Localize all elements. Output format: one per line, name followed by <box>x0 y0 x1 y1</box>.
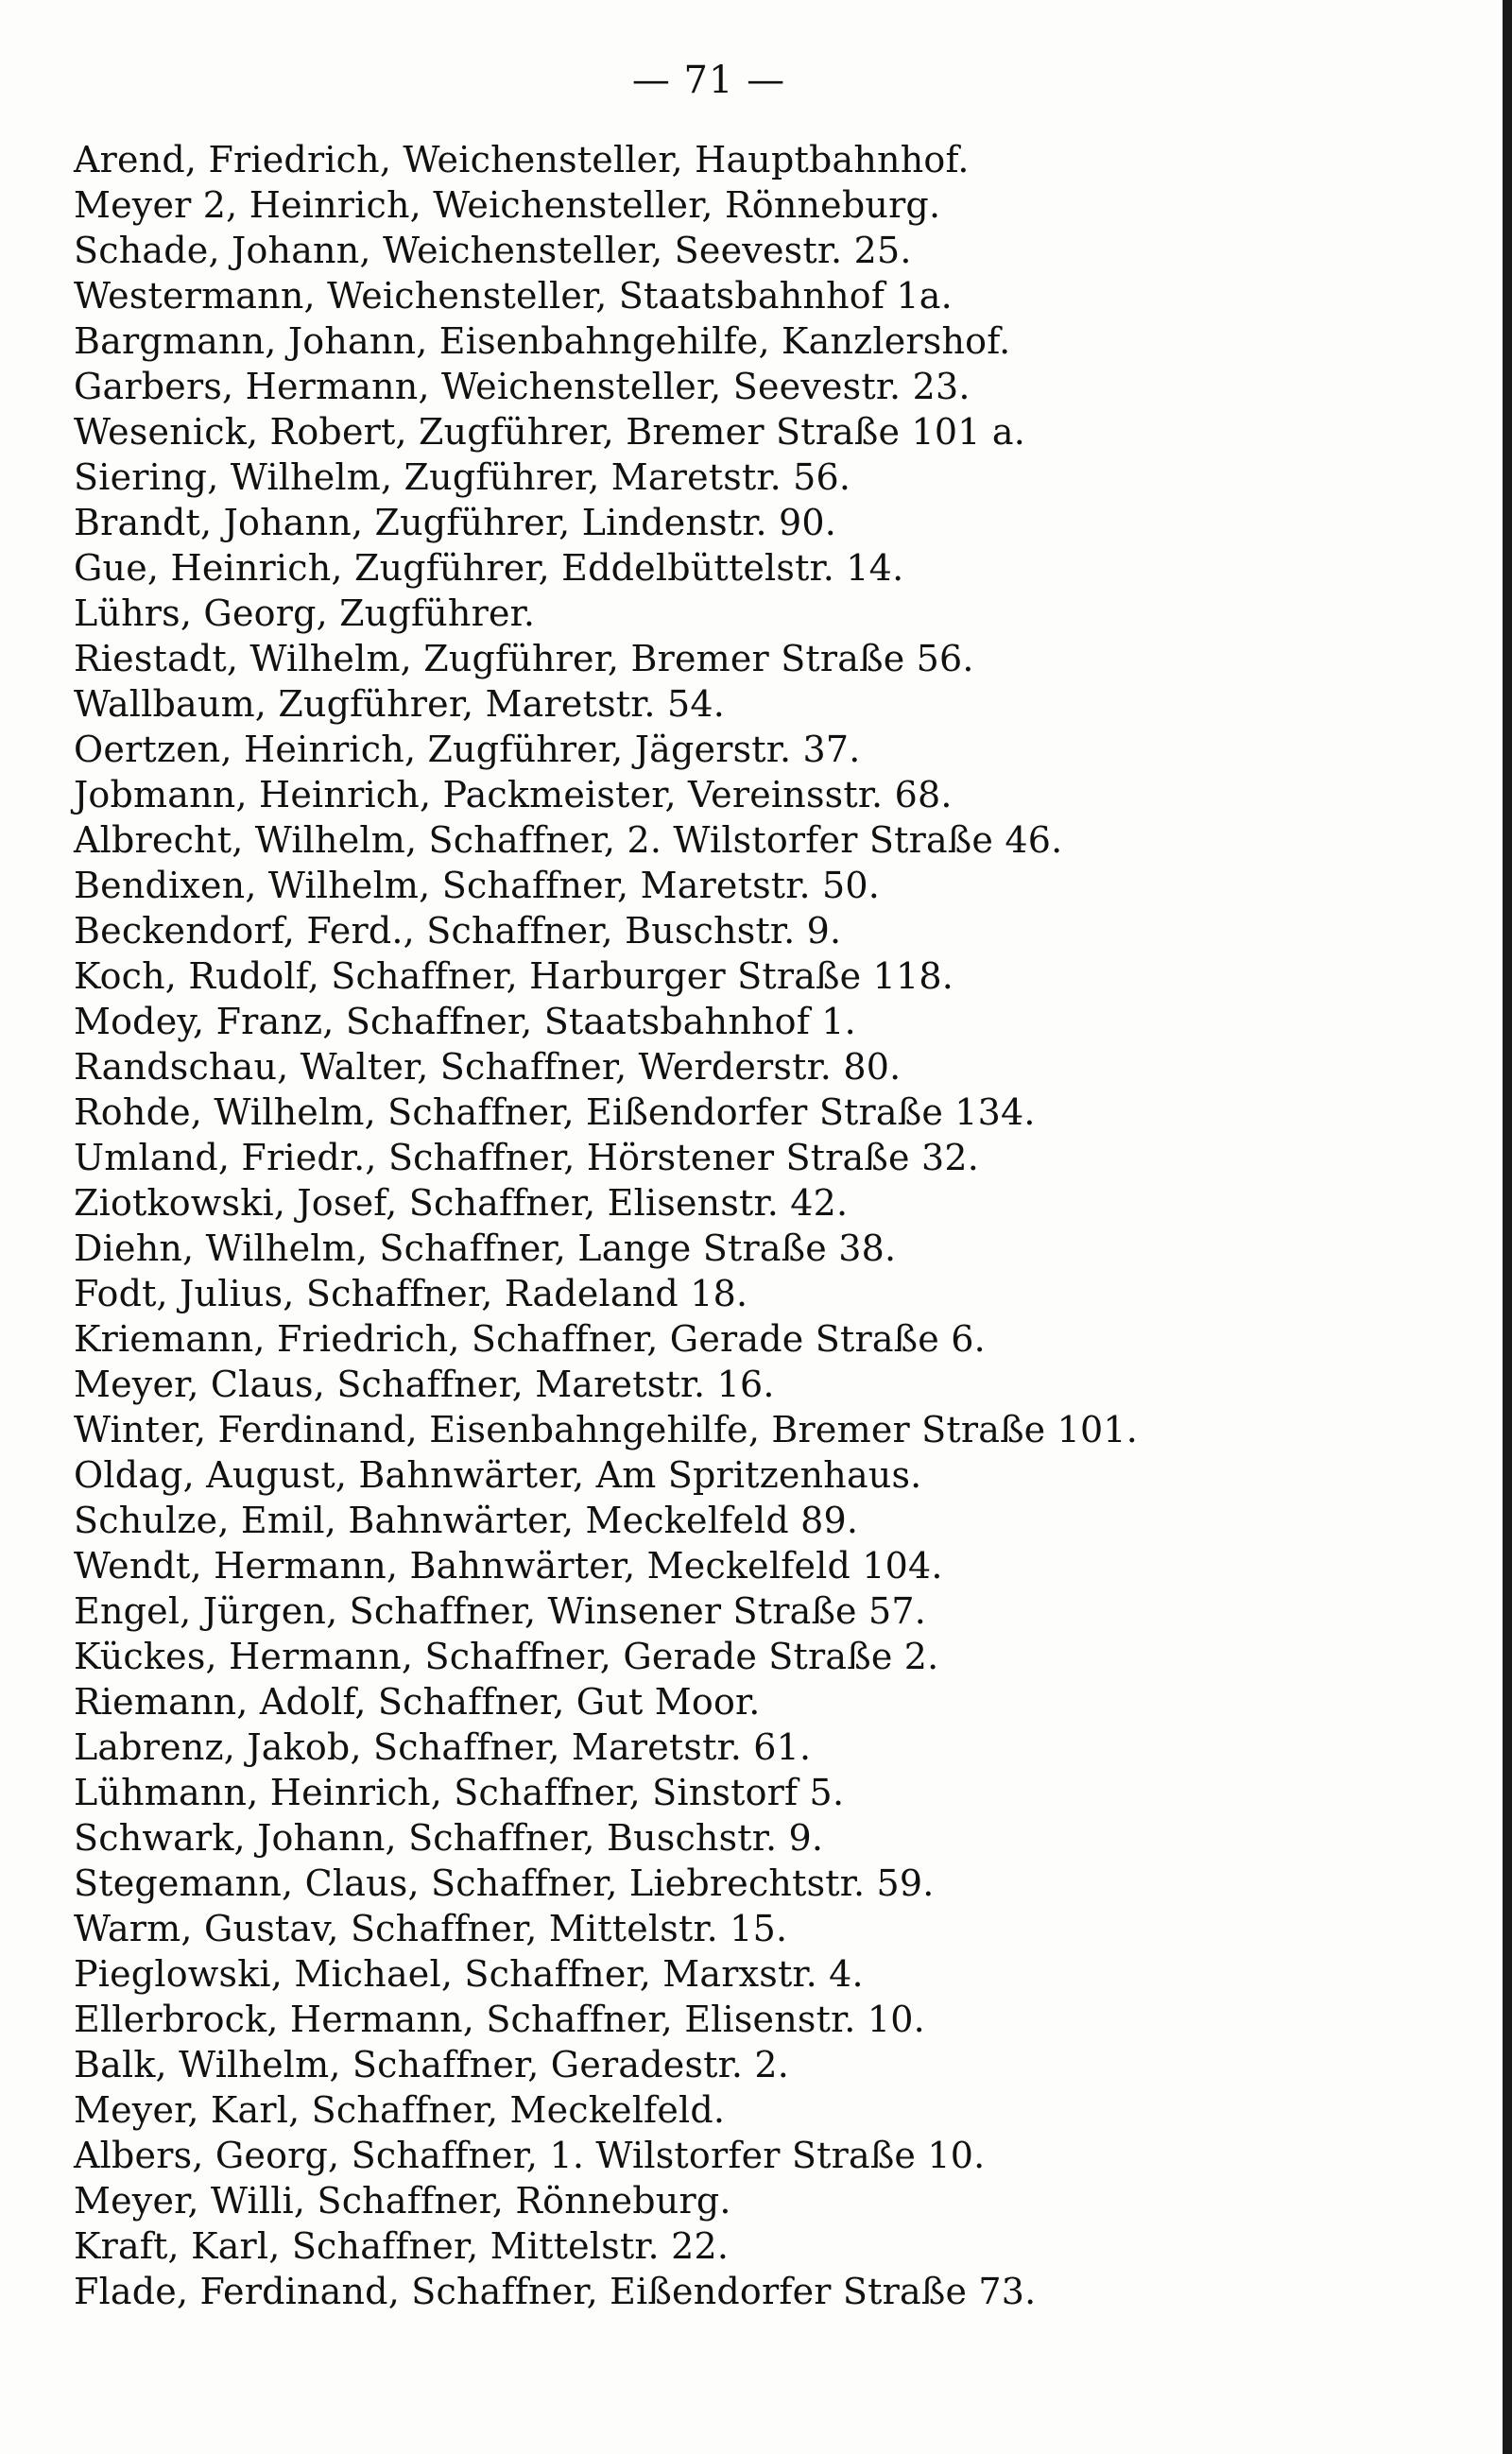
directory-entry: Siering, Wilhelm, Zugführer, Maretstr. 56. <box>74 456 851 498</box>
directory-entry: Bendixen, Wilhelm, Schaffner, Maretstr. 50. <box>74 865 881 906</box>
directory-entry: Engel, Jürgen, Schaffner, Winsener Straße 57. <box>74 1590 927 1632</box>
directory-entry: Umland, Friedr., Schaffner, Hörstener Straße 32. <box>74 1137 979 1178</box>
directory-entry: Beckendorf, Ferd., Schaffner, Buschstr. 9. <box>74 910 842 952</box>
directory-entry: Wesenick, Robert, Zugführer, Bremer Straße 101 a. <box>74 411 1026 453</box>
directory-entry: Riestadt, Wilhelm, Zugführer, Bremer Straße 56. <box>74 638 974 679</box>
directory-entry: Jobmann, Heinrich, Packmeister, Vereinsstr. 68. <box>74 774 953 815</box>
directory-entry: Oertzen, Heinrich, Zugführer, Jägerstr. 37. <box>74 729 861 770</box>
directory-entry: Lühmann, Heinrich, Schaffner, Sinstorf 5. <box>74 1772 845 1813</box>
directory-entry: Ellerbrock, Hermann, Schaffner, Elisenstr. 10. <box>74 1999 925 2040</box>
directory-entry: Schwark, Johann, Schaffner, Buschstr. 9. <box>74 1817 824 1859</box>
directory-entry: Lührs, Georg, Zugführer. <box>74 592 536 634</box>
directory-entry: Kraft, Karl, Schaffner, Mittelstr. 22. <box>74 2225 730 2267</box>
directory-entry: Stegemann, Claus, Schaffner, Liebrechtstr. 59. <box>74 1862 935 1904</box>
directory-entry: Pieglowski, Michael, Schaffner, Marxstr. 4. <box>74 1953 864 1995</box>
directory-entry: Meyer 2, Heinrich, Weichensteller, Rönneburg. <box>74 184 941 226</box>
directory-entry: Albers, Georg, Schaffner, 1. Wilstorfer Straße 10. <box>74 2135 986 2176</box>
directory-entry: Oldag, August, Bahnwärter, Am Spritzenhaus. <box>74 1454 922 1496</box>
directory-list <box>74 137 1416 2314</box>
directory-entry: Modey, Franz, Schaffner, Staatsbahnhof 1. <box>74 1001 856 1042</box>
directory-entry: Ziotkowski, Josef, Schaffner, Elisenstr. 42. <box>74 1182 849 1224</box>
directory-entry: Garbers, Hermann, Weichensteller, Seevestr. 23. <box>74 366 971 407</box>
directory-entry: Meyer, Willi, Schaffner, Rönneburg. <box>74 2180 731 2222</box>
directory-entry: Schade, Johann, Weichensteller, Seevestr. 25. <box>74 230 912 271</box>
directory-entry: Kückes, Hermann, Schaffner, Gerade Straße 2. <box>74 1636 939 1677</box>
directory-entry: Warm, Gustav, Schaffner, Mittelstr. 15. <box>74 1908 788 1949</box>
directory-entry: Meyer, Karl, Schaffner, Meckelfeld. <box>74 2089 726 2131</box>
directory-entry: Arend, Friedrich, Weichensteller, Hauptbahnhof. <box>74 139 970 180</box>
directory-entry: Winter, Ferdinand, Eisenbahngehilfe, Bremer Straße 101. <box>74 1409 1139 1450</box>
directory-entry: Koch, Rudolf, Schaffner, Harburger Straße 118. <box>74 955 954 997</box>
directory-entry: Wendt, Hermann, Bahnwärter, Meckelfeld 104. <box>74 1545 943 1587</box>
directory-entry: Schulze, Emil, Bahnwärter, Meckelfeld 89. <box>74 1500 859 1541</box>
directory-entry: Wallbaum, Zugführer, Maretstr. 54. <box>74 683 726 725</box>
directory-entry: Randschau, Walter, Schaffner, Werderstr. 80. <box>74 1046 902 1088</box>
directory-entry: Westermann, Weichensteller, Staatsbahnhof 1a. <box>74 275 953 317</box>
directory-entry: Albrecht, Wilhelm, Schaffner, 2. Wilstorfer Straße 46. <box>74 819 1063 861</box>
directory-entry: Riemann, Adolf, Schaffner, Gut Moor. <box>74 1681 761 1723</box>
page-number: — 71 — <box>631 59 786 102</box>
directory-entry: Brandt, Johann, Zugführer, Lindenstr. 90. <box>74 502 837 543</box>
directory-entry: Rohde, Wilhelm, Schaffner, Eißendorfer Straße 134. <box>74 1091 1036 1133</box>
directory-entry: Labrenz, Jakob, Schaffner, Maretstr. 61. <box>74 1726 812 1768</box>
directory-entry: Gue, Heinrich, Zugführer, Eddelbüttelstr. 14. <box>74 547 904 589</box>
directory-entry: Fodt, Julius, Schaffner, Radeland 18. <box>74 1273 748 1314</box>
directory-entry: Meyer, Claus, Schaffner, Maretstr. 16. <box>74 1364 775 1405</box>
directory-entry: Flade, Ferdinand, Schaffner, Eißendorfer Straße 73. <box>74 2271 1037 2312</box>
directory-entry: Balk, Wilhelm, Schaffner, Geradestr. 2. <box>74 2044 790 2085</box>
directory-entry: Diehn, Wilhelm, Schaffner, Lange Straße 38. <box>74 1227 897 1269</box>
directory-entry: Bargmann, Johann, Eisenbahngehilfe, Kanzlershof. <box>74 320 1011 362</box>
directory-entry: Kriemann, Friedrich, Schaffner, Gerade Straße 6. <box>74 1318 986 1360</box>
scan-edge <box>1503 0 1512 2454</box>
